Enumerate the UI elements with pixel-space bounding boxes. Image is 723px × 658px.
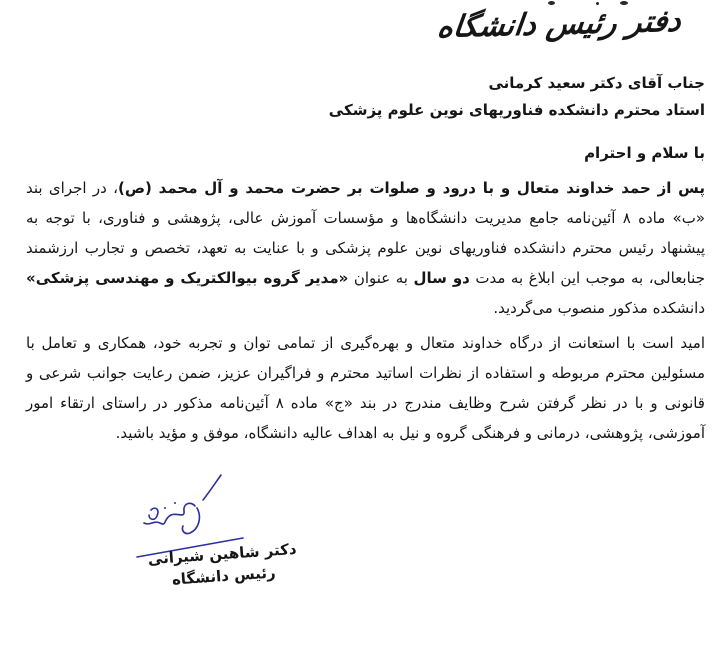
invocation-bold: پس از حمد خداوند متعال و با درود و صلوات بر حضرت محمد و آل محمد (ص): [117, 179, 705, 197]
appointment-text-2: به عنوان: [348, 269, 414, 287]
recipient-title: استاد محترم دانشکده فناوریهای نوین علوم پزشکی: [328, 101, 705, 119]
paragraph-appointment: [26, 173, 705, 323]
appointment-text-3: دانشکده مذکور منصوب می‌گردید.: [493, 299, 705, 317]
appointment-duration: دو سال: [413, 269, 470, 287]
letterhead-office-title: دفتر رئیس دانشگاه: [435, 3, 683, 46]
recipient-block: [26, 70, 705, 124]
signer-title: رئیس دانشگاه: [171, 563, 277, 589]
appointment-position: «مدیر گروه بیوالکتریک و مهندسی پزشکی»: [26, 269, 349, 287]
appointment-text-1: ، در اجرای بند «ب» ماده ۸ آئین‌نامه جامع مدیریت دانشگاه‌ها و مؤسسات آموزش عالی، پژوهشی و فناوری، با توجه به پیشنهاد رئیس محترم دانشکده فناوریهای نوین علوم پزشکی و با عنایت به تعهد، تخصص و تجارب ارزشمند جنابعالی، به موجب این ابلاغ به مدت: [26, 179, 705, 287]
signer-name: دکتر شاهین شیرانی: [147, 539, 298, 569]
recipient-name: جناب آقای دکتر سعید کرمانی: [488, 74, 705, 92]
paragraph-wishes: امید است با استعانت از درگاه خداوند متعال و بهره‌گیری از تمامی توان و تجربه خود، همکاری و تعامل با مسئولین محترم مربوطه و استفاده از نظرات اساتید محترم و فراگیران عزیز، ضمن رعایت جوانب شرعی و قانونی و با در نظر گرفتن شرح وظایف مندرج در بند «ج» ماده ۸ آئین‌نامه مذکور در راستای ارتقاء امور آموزشی، پژوهشی، درمانی و فرهنگی گروه و نیل به اهداف عالیه دانشگاه، موفق و مؤید باشید.: [26, 334, 705, 442]
letter-body: [26, 173, 705, 448]
salutation: با سلام و احترام: [584, 144, 705, 162]
